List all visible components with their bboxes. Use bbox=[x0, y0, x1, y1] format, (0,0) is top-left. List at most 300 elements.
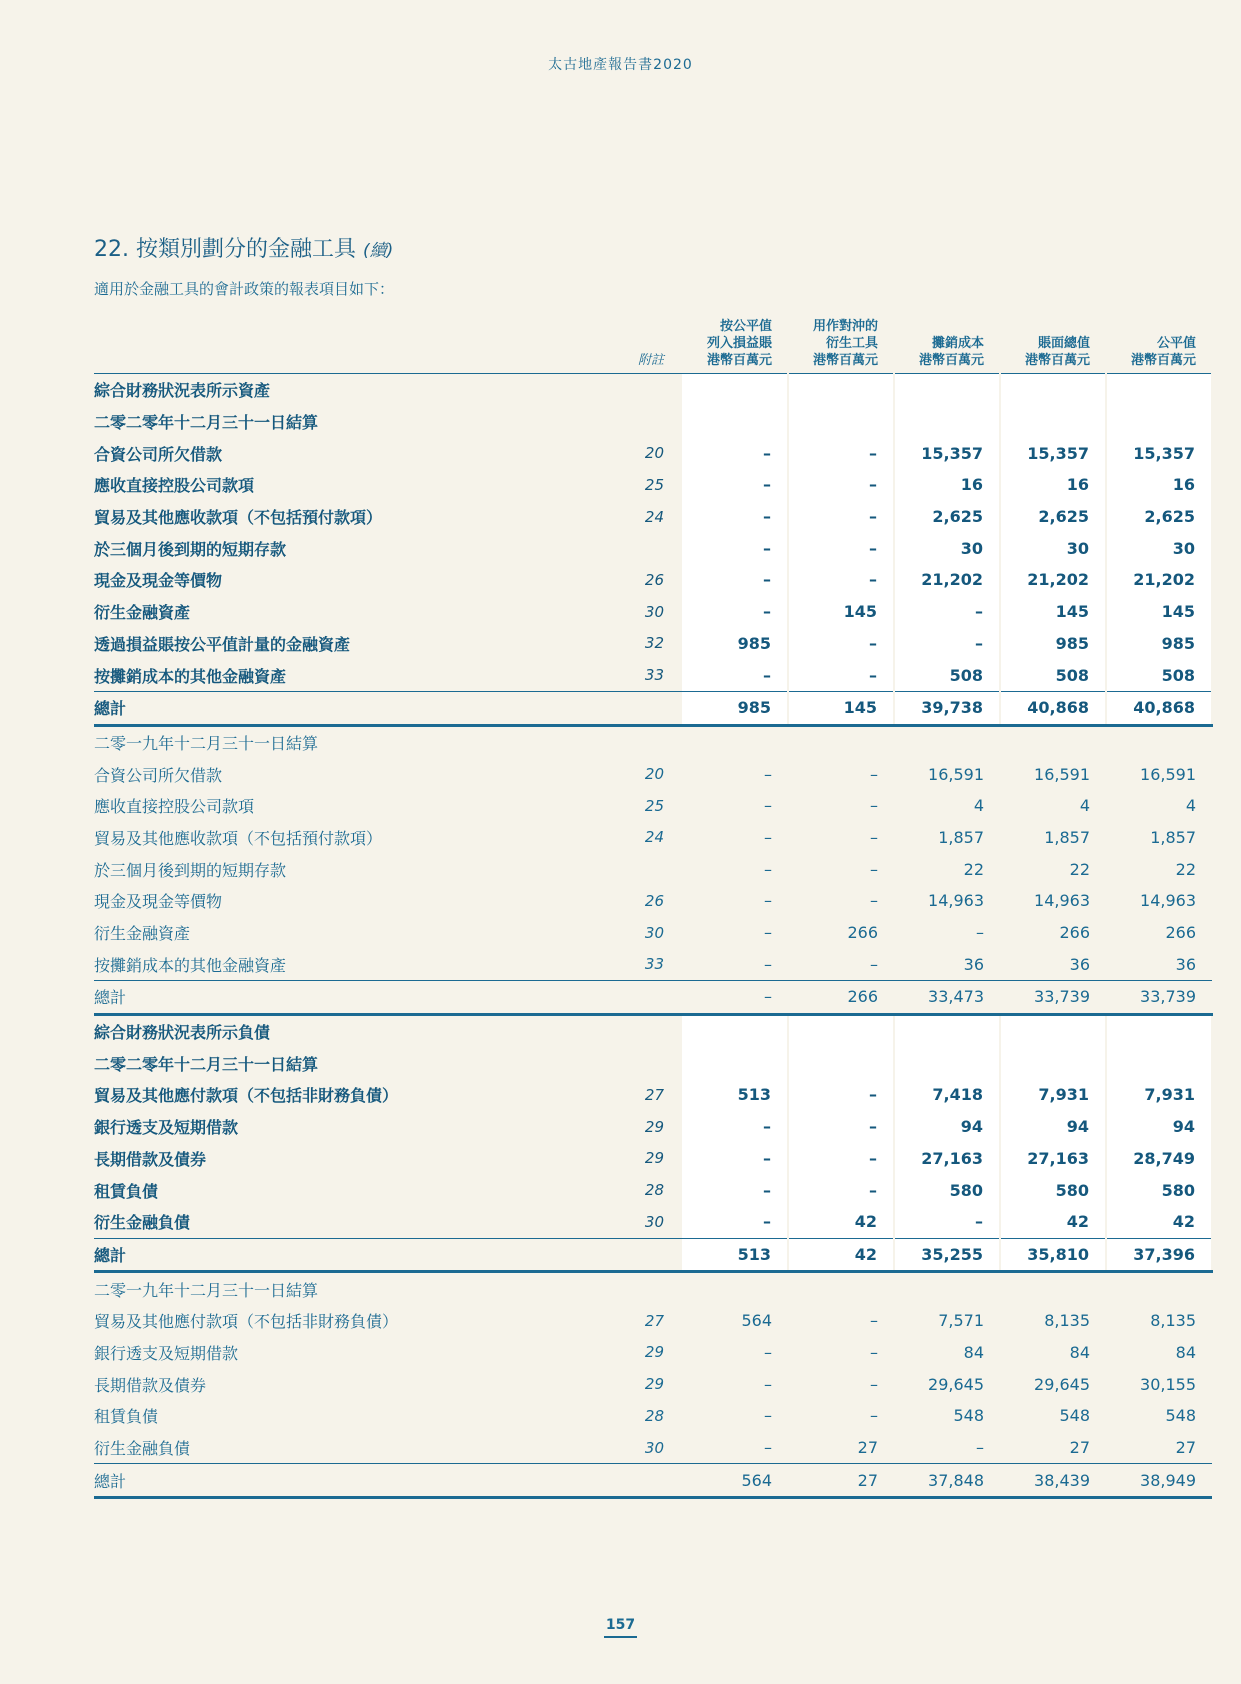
table-row bbox=[94, 1014, 1212, 1047]
row-value: 145 bbox=[788, 691, 894, 725]
row-value: 30 bbox=[1000, 532, 1106, 564]
row-note-ref bbox=[522, 691, 682, 725]
row-value: – bbox=[764, 859, 772, 879]
row-note-ref: 27 bbox=[644, 1311, 664, 1330]
row-value: 29,645 bbox=[1034, 1374, 1090, 1394]
header-carrying-line1: 賬面總值 bbox=[1037, 336, 1090, 351]
table-row bbox=[94, 853, 1212, 885]
row-value: – bbox=[870, 796, 878, 816]
row-value: 33,739 bbox=[1106, 981, 1212, 1015]
row-value: 16,591 bbox=[928, 764, 984, 784]
header-carrying bbox=[1000, 318, 1106, 374]
row-note-ref: 30 bbox=[644, 602, 664, 621]
row-value: 42 bbox=[1000, 1206, 1106, 1238]
row-value: – bbox=[764, 1374, 772, 1394]
row-value: 266 bbox=[1165, 923, 1196, 943]
row-value: 508 bbox=[1106, 659, 1212, 691]
row-value: 30 bbox=[894, 532, 1000, 564]
row-value: – bbox=[764, 1438, 772, 1458]
row-value: 513 bbox=[682, 1079, 788, 1111]
row-note-ref: 33 bbox=[644, 666, 664, 685]
row-value bbox=[1000, 725, 1106, 758]
table-row bbox=[94, 1174, 1212, 1206]
table-row bbox=[94, 790, 1212, 822]
row-value: – bbox=[682, 1206, 788, 1238]
row-value: 22 bbox=[1175, 859, 1196, 879]
row-value bbox=[1000, 374, 1106, 406]
row-label: 衍生金融負債 bbox=[94, 1213, 191, 1233]
table-row bbox=[94, 758, 1212, 790]
table-row bbox=[94, 1400, 1212, 1432]
table-row bbox=[94, 532, 1212, 564]
row-value: 36 bbox=[963, 954, 984, 974]
row-value: 16 bbox=[1000, 469, 1106, 501]
row-note-ref: 33 bbox=[644, 955, 664, 974]
row-value: – bbox=[788, 628, 894, 660]
row-value bbox=[1106, 374, 1212, 406]
row-value bbox=[682, 406, 788, 438]
row-note-ref bbox=[522, 981, 682, 1015]
row-value: 94 bbox=[1000, 1111, 1106, 1143]
row-value bbox=[682, 1014, 788, 1047]
row-value: 30,155 bbox=[1140, 1374, 1196, 1394]
row-label: 現金及現金等價物 bbox=[94, 892, 223, 912]
row-value: 84 bbox=[1175, 1342, 1196, 1362]
row-value: 27,163 bbox=[1000, 1143, 1106, 1175]
row-value: – bbox=[764, 923, 772, 943]
note-intro: 適用於金融工具的會計政策的報表項目如下： bbox=[94, 280, 395, 298]
row-value: – bbox=[788, 437, 894, 469]
table-row bbox=[94, 1337, 1212, 1369]
header-amortised-unit: 港幣百萬元 bbox=[918, 353, 984, 368]
row-label: 應收直接控股公司款項 bbox=[94, 476, 255, 496]
financial-instruments-table bbox=[94, 318, 1213, 1499]
row-value: 94 bbox=[894, 1111, 1000, 1143]
row-value: – bbox=[682, 1143, 788, 1175]
row-value: 16 bbox=[894, 469, 1000, 501]
row-note-ref: 29 bbox=[644, 1149, 664, 1168]
row-value: – bbox=[870, 1342, 878, 1362]
row-value: 27 bbox=[1069, 1438, 1090, 1458]
row-label: 衍生金融資產 bbox=[94, 924, 191, 944]
row-value: – bbox=[788, 1143, 894, 1175]
row-value: 145 bbox=[1000, 596, 1106, 628]
row-value: – bbox=[788, 501, 894, 533]
row-value bbox=[788, 406, 894, 438]
row-value: 564 bbox=[682, 1464, 788, 1498]
row-value: – bbox=[870, 827, 878, 847]
row-value: 22 bbox=[963, 859, 984, 879]
row-label: 衍生金融資產 bbox=[94, 603, 191, 623]
row-value: 564 bbox=[741, 1311, 772, 1331]
table-row bbox=[94, 501, 1212, 533]
row-value: 42 bbox=[788, 1206, 894, 1238]
row-value bbox=[1106, 1047, 1212, 1079]
row-label: 貿易及其他應收款項（不包括預付款項） bbox=[94, 508, 383, 528]
row-note-ref bbox=[522, 1238, 682, 1272]
row-value bbox=[1106, 725, 1212, 758]
row-value: – bbox=[764, 764, 772, 784]
row-note-ref: 29 bbox=[644, 1343, 664, 1362]
row-value: – bbox=[682, 1111, 788, 1143]
row-label: 於三個月後到期的短期存款 bbox=[94, 539, 287, 559]
row-value: 42 bbox=[788, 1238, 894, 1272]
table-row bbox=[94, 1432, 1212, 1464]
row-note-ref: 32 bbox=[644, 634, 664, 653]
table-row bbox=[94, 374, 1212, 406]
row-value: 985 bbox=[1106, 628, 1212, 660]
table-row bbox=[94, 948, 1212, 980]
row-note-ref: 25 bbox=[644, 796, 664, 815]
row-value bbox=[894, 406, 1000, 438]
row-value bbox=[1000, 1047, 1106, 1079]
table-row bbox=[94, 1079, 1212, 1111]
total-row bbox=[94, 981, 1212, 1015]
row-value: 35,810 bbox=[1000, 1238, 1106, 1272]
row-value: 508 bbox=[894, 659, 1000, 691]
total-row bbox=[94, 691, 1212, 725]
row-label: 綜合財務狀況表所示資產 bbox=[94, 381, 271, 401]
row-label: 長期借款及債券 bbox=[94, 1149, 207, 1169]
row-value bbox=[894, 374, 1000, 406]
row-note-ref: 20 bbox=[644, 765, 664, 784]
row-value: 8,135 bbox=[1150, 1311, 1196, 1331]
row-note-ref bbox=[522, 406, 682, 438]
row-value: 2,625 bbox=[1106, 501, 1212, 533]
row-note-ref: 20 bbox=[644, 444, 664, 463]
row-value: 21,202 bbox=[1000, 564, 1106, 596]
table-row bbox=[94, 917, 1212, 949]
row-value: 145 bbox=[788, 596, 894, 628]
note-title-text: 22. 按類別劃分的金融工具 bbox=[94, 237, 356, 262]
table-row bbox=[94, 822, 1212, 854]
header-label-col bbox=[94, 318, 522, 374]
row-value bbox=[1000, 406, 1106, 438]
row-note-ref: 26 bbox=[644, 891, 664, 910]
row-value bbox=[788, 725, 894, 758]
row-value: 580 bbox=[1106, 1174, 1212, 1206]
row-value bbox=[894, 1014, 1000, 1047]
row-value: 1,857 bbox=[1150, 827, 1196, 847]
row-value: – bbox=[682, 437, 788, 469]
row-value bbox=[1000, 1014, 1106, 1047]
row-value: 266 bbox=[1059, 923, 1090, 943]
row-value: – bbox=[682, 469, 788, 501]
header-hedge bbox=[788, 318, 894, 374]
row-label: 透過損益賬按公平值計量的金融資產 bbox=[94, 634, 351, 654]
row-label: 二零一九年十二月三十一日結算 bbox=[94, 1280, 319, 1300]
row-value: 4 bbox=[1079, 796, 1090, 816]
row-label: 總計 bbox=[94, 1238, 522, 1272]
row-value bbox=[788, 1047, 894, 1079]
row-value: – bbox=[764, 954, 772, 974]
note-title bbox=[94, 232, 393, 263]
row-note-ref bbox=[522, 1014, 682, 1047]
row-value: 985 bbox=[682, 691, 788, 725]
row-label: 總計 bbox=[94, 981, 522, 1015]
row-value: – bbox=[682, 981, 788, 1015]
page-number: 157 bbox=[604, 1617, 637, 1638]
header-amortised-line1: 攤銷成本 bbox=[931, 336, 984, 351]
row-note-ref bbox=[522, 1272, 682, 1305]
row-value: – bbox=[682, 532, 788, 564]
row-label: 於三個月後到期的短期存款 bbox=[94, 860, 287, 880]
row-value bbox=[788, 1014, 894, 1047]
row-value: 7,931 bbox=[1106, 1079, 1212, 1111]
row-value: – bbox=[788, 1079, 894, 1111]
row-note-ref: 26 bbox=[644, 570, 664, 589]
row-value: – bbox=[788, 469, 894, 501]
row-value: – bbox=[870, 764, 878, 784]
row-value: – bbox=[764, 891, 772, 911]
total-row bbox=[94, 1238, 1212, 1272]
row-value: 33,739 bbox=[1000, 981, 1106, 1015]
row-value: 548 bbox=[953, 1406, 984, 1426]
row-note-ref bbox=[522, 374, 682, 406]
row-value: 548 bbox=[1059, 1406, 1090, 1426]
row-value: 36 bbox=[1069, 954, 1090, 974]
table-row bbox=[94, 628, 1212, 660]
row-value: – bbox=[764, 1342, 772, 1362]
table-row bbox=[94, 1272, 1212, 1305]
row-label: 貿易及其他應付款項（不包括非財務負債） bbox=[94, 1312, 399, 1332]
row-value bbox=[1106, 1014, 1212, 1047]
row-value: – bbox=[894, 1206, 1000, 1238]
row-label: 二零二零年十二月三十一日結算 bbox=[94, 1054, 319, 1074]
row-value: 16,591 bbox=[1034, 764, 1090, 784]
row-label: 貿易及其他應付款項（不包括非財務負債） bbox=[94, 1086, 399, 1106]
table-row bbox=[94, 1368, 1212, 1400]
table-row bbox=[94, 1111, 1212, 1143]
row-value: 266 bbox=[788, 981, 894, 1015]
table-row bbox=[94, 437, 1212, 469]
row-note-ref: 24 bbox=[644, 507, 664, 526]
row-value: 8,135 bbox=[1044, 1311, 1090, 1331]
row-value: 2,625 bbox=[894, 501, 1000, 533]
row-value: 15,357 bbox=[1000, 437, 1106, 469]
row-value: – bbox=[764, 1406, 772, 1426]
row-value: 40,868 bbox=[1000, 691, 1106, 725]
row-value: 27 bbox=[1175, 1438, 1196, 1458]
table-row bbox=[94, 469, 1212, 501]
row-value: – bbox=[788, 564, 894, 596]
row-value: 7,418 bbox=[894, 1079, 1000, 1111]
table-row bbox=[94, 596, 1212, 628]
row-value bbox=[1106, 1272, 1212, 1305]
row-value bbox=[1000, 1272, 1106, 1305]
row-value: 513 bbox=[682, 1238, 788, 1272]
table-row bbox=[94, 659, 1212, 691]
row-value: 1,857 bbox=[938, 827, 984, 847]
row-value bbox=[788, 374, 894, 406]
row-note-ref: 29 bbox=[644, 1117, 664, 1136]
row-value: 28,749 bbox=[1106, 1143, 1212, 1175]
row-note-ref bbox=[522, 1464, 682, 1498]
row-note-ref bbox=[522, 853, 682, 885]
header-fair-line1: 公平值 bbox=[1156, 336, 1196, 351]
row-label: 租賃負債 bbox=[94, 1181, 159, 1201]
row-value: 985 bbox=[682, 628, 788, 660]
header-fvpl bbox=[682, 318, 788, 374]
row-value: 21,202 bbox=[894, 564, 1000, 596]
row-value bbox=[894, 1272, 1000, 1305]
row-value: 35,255 bbox=[894, 1238, 1000, 1272]
header-hedge-line1: 用作對沖的 bbox=[812, 319, 878, 334]
row-value bbox=[894, 725, 1000, 758]
row-value: 27 bbox=[857, 1438, 878, 1458]
row-label: 合資公司所欠借款 bbox=[94, 765, 223, 785]
row-label: 銀行透支及短期借款 bbox=[94, 1343, 239, 1363]
row-note-ref bbox=[522, 532, 682, 564]
row-value: – bbox=[788, 659, 894, 691]
row-value: 40,868 bbox=[1106, 691, 1212, 725]
row-value: – bbox=[788, 1111, 894, 1143]
row-note-ref: 28 bbox=[644, 1181, 664, 1200]
row-value: 508 bbox=[1000, 659, 1106, 691]
table-row bbox=[94, 564, 1212, 596]
row-value: – bbox=[870, 1311, 878, 1331]
table-row bbox=[94, 406, 1212, 438]
row-value: 37,848 bbox=[894, 1464, 1000, 1498]
row-value: 42 bbox=[1106, 1206, 1212, 1238]
row-value: 15,357 bbox=[1106, 437, 1212, 469]
running-head: 太古地產報告書2020 bbox=[548, 57, 693, 73]
header-fair bbox=[1106, 318, 1212, 374]
row-value: 84 bbox=[1069, 1342, 1090, 1362]
row-value: 145 bbox=[1106, 596, 1212, 628]
row-value: 36 bbox=[1175, 954, 1196, 974]
header-fair-unit: 港幣百萬元 bbox=[1130, 353, 1196, 368]
row-value: 94 bbox=[1106, 1111, 1212, 1143]
row-value bbox=[682, 725, 788, 758]
header-note: 附註 bbox=[522, 318, 682, 374]
row-note-ref: 27 bbox=[644, 1085, 664, 1104]
row-value: 15,357 bbox=[894, 437, 1000, 469]
row-value: – bbox=[894, 628, 1000, 660]
row-value: 2,625 bbox=[1000, 501, 1106, 533]
table-row bbox=[94, 1206, 1212, 1238]
row-value: – bbox=[788, 1174, 894, 1206]
row-label: 按攤銷成本的其他金融資產 bbox=[94, 666, 287, 686]
row-value bbox=[682, 374, 788, 406]
row-value: – bbox=[764, 796, 772, 816]
row-note-ref: 30 bbox=[644, 1212, 664, 1231]
row-value: – bbox=[976, 923, 984, 943]
row-value: 14,963 bbox=[1140, 891, 1196, 911]
row-label: 總計 bbox=[94, 691, 522, 725]
row-value: – bbox=[870, 954, 878, 974]
row-value bbox=[682, 1047, 788, 1079]
row-value: – bbox=[870, 859, 878, 879]
table-row bbox=[94, 725, 1212, 758]
row-value: 38,439 bbox=[1000, 1464, 1106, 1498]
row-value: 7,571 bbox=[938, 1311, 984, 1331]
row-value bbox=[1106, 406, 1212, 438]
row-note-ref: 29 bbox=[644, 1375, 664, 1394]
row-label: 長期借款及債券 bbox=[94, 1375, 207, 1395]
row-value: – bbox=[976, 1438, 984, 1458]
row-value: 16 bbox=[1106, 469, 1212, 501]
row-value: 21,202 bbox=[1106, 564, 1212, 596]
row-label: 租賃負債 bbox=[94, 1407, 159, 1427]
row-value: 985 bbox=[1000, 628, 1106, 660]
row-value: – bbox=[682, 1174, 788, 1206]
row-value: 33,473 bbox=[894, 981, 1000, 1015]
row-value: 266 bbox=[847, 923, 878, 943]
row-value: 548 bbox=[1165, 1406, 1196, 1426]
header-carrying-unit: 港幣百萬元 bbox=[1024, 353, 1090, 368]
row-value: – bbox=[682, 501, 788, 533]
header-amortised bbox=[894, 318, 1000, 374]
row-label: 按攤銷成本的其他金融資產 bbox=[94, 955, 287, 975]
row-note-ref: 30 bbox=[644, 1438, 664, 1457]
row-label: 二零二零年十二月三十一日結算 bbox=[94, 413, 319, 433]
row-value: – bbox=[894, 596, 1000, 628]
row-value bbox=[788, 1272, 894, 1305]
row-value: 37,396 bbox=[1106, 1238, 1212, 1272]
row-note-ref bbox=[522, 725, 682, 758]
row-value: – bbox=[870, 891, 878, 911]
row-value: 580 bbox=[1000, 1174, 1106, 1206]
row-note-ref: 28 bbox=[644, 1406, 664, 1425]
row-value: 27 bbox=[788, 1464, 894, 1498]
row-value: 14,963 bbox=[1034, 891, 1090, 911]
row-label: 二零一九年十二月三十一日結算 bbox=[94, 733, 319, 753]
row-value: – bbox=[682, 596, 788, 628]
row-label: 銀行透支及短期借款 bbox=[94, 1118, 239, 1138]
row-value: – bbox=[870, 1406, 878, 1426]
row-value: – bbox=[682, 659, 788, 691]
header-hedge-line2: 衍生工具 bbox=[825, 336, 878, 351]
row-value: 4 bbox=[1185, 796, 1196, 816]
row-note-ref bbox=[522, 1047, 682, 1079]
row-value: 30 bbox=[1106, 532, 1212, 564]
row-value: 22 bbox=[1069, 859, 1090, 879]
row-note-ref: 30 bbox=[644, 923, 664, 942]
row-value: 16,591 bbox=[1140, 764, 1196, 784]
row-value: – bbox=[788, 532, 894, 564]
row-value: 38,949 bbox=[1106, 1464, 1212, 1498]
table-header-row bbox=[94, 318, 1212, 374]
row-value bbox=[894, 1047, 1000, 1079]
page-footer bbox=[0, 1614, 1241, 1633]
row-value: 84 bbox=[963, 1342, 984, 1362]
table-row bbox=[94, 1143, 1212, 1175]
row-value: – bbox=[682, 564, 788, 596]
table-row bbox=[94, 1047, 1212, 1079]
table-body bbox=[94, 374, 1212, 1498]
table-row bbox=[94, 885, 1212, 917]
row-value: 39,738 bbox=[894, 691, 1000, 725]
header-hedge-unit: 港幣百萬元 bbox=[812, 353, 878, 368]
header-fvpl-line1: 按公平值 bbox=[719, 319, 772, 334]
header-fvpl-unit: 港幣百萬元 bbox=[706, 353, 772, 368]
row-note-ref: 25 bbox=[644, 475, 664, 494]
row-label: 綜合財務狀況表所示負債 bbox=[94, 1023, 271, 1043]
row-value bbox=[682, 1272, 788, 1305]
row-value: 7,931 bbox=[1000, 1079, 1106, 1111]
total-row bbox=[94, 1464, 1212, 1498]
row-value: 14,963 bbox=[928, 891, 984, 911]
row-value: 29,645 bbox=[928, 1374, 984, 1394]
row-label: 衍生金融負債 bbox=[94, 1439, 191, 1459]
row-label: 合資公司所欠借款 bbox=[94, 444, 223, 464]
row-value: 4 bbox=[973, 796, 984, 816]
row-value: 1,857 bbox=[1044, 827, 1090, 847]
row-value: – bbox=[870, 1374, 878, 1394]
table-row bbox=[94, 1305, 1212, 1337]
row-label: 應收直接控股公司款項 bbox=[94, 797, 255, 817]
